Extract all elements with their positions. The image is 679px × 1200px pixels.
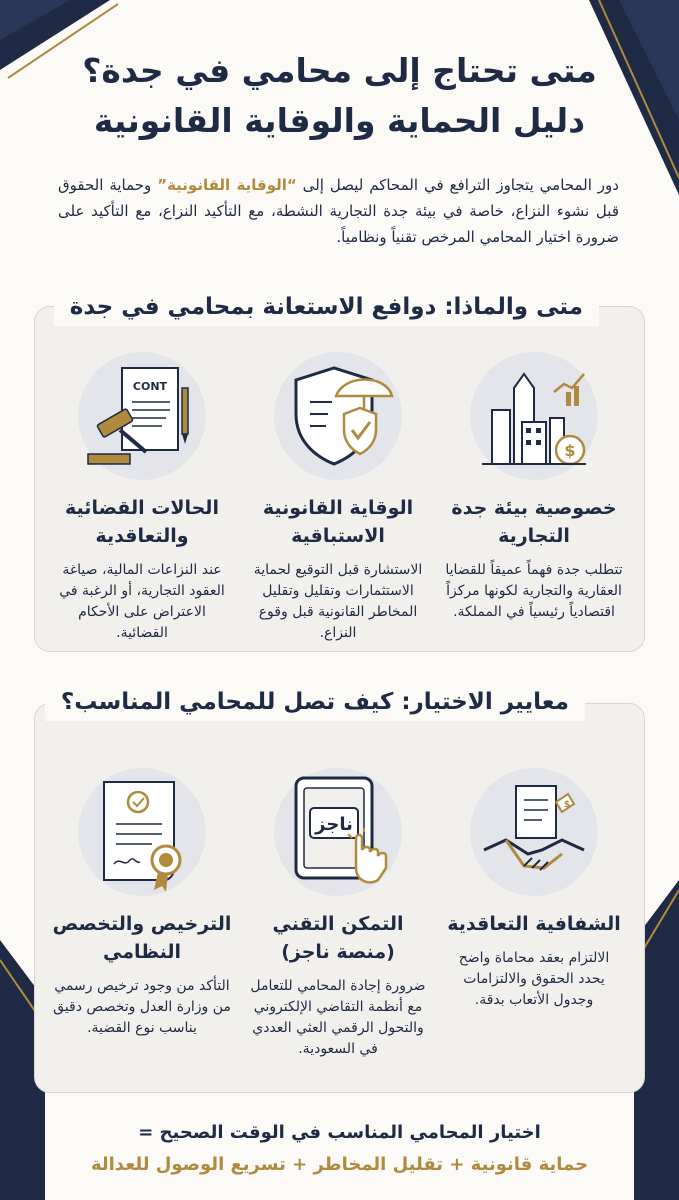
criteria-card-tech [243, 768, 433, 1060]
criteria-title-transparency: الشفافية التعاقدية [447, 913, 621, 935]
svg-text:$: $ [564, 441, 576, 460]
shield-umbrella-icon [274, 352, 402, 480]
tablet-label: ناجز [315, 814, 353, 835]
criteria-card-license [47, 768, 237, 1039]
reason-card-prevention [243, 352, 433, 644]
reason-text-prevention: الاستشارة قبل التوقيع لحماية الاستثمارات وتقليل وتقليل المخاطر القانونية قبل وقوع النزاع. [253, 562, 423, 641]
reason-title-prevention: الوقاية القانونية الاستباقية [262, 497, 414, 547]
criteria-text-tech: ضرورة إجادة المحامي للتعامل مع أنظمة التقاضي الإلكتروني والتحول الرقمي العثي العددي في السعودية. [250, 978, 426, 1057]
intro-paragraph [58, 172, 619, 250]
title-line-2: دليل الحماية والوقاية القانونية [93, 101, 586, 140]
title-line-1: متى تحتاج إلى محامي في جدة؟ [82, 51, 597, 90]
reason-text-cases: عند النزاعات المالية، صياغة العقود التجارية، أو الرغبة في الاعتراض على الأحكام القضائية. [59, 562, 225, 641]
reason-card-jeddah [439, 352, 629, 623]
reason-text-jeddah: تتطلب جدة فهماً عميقاً للقضايا العقارية والتجارية لكونها مركزاً اقتصادياً رئيسياً في المملكة. [445, 562, 623, 620]
criteria-title-license: الترخيص والتخصص النظامي [52, 913, 232, 963]
criteria-title-tech: التمكن التقني (منصة ناجز) [272, 913, 404, 963]
handshake-icon [470, 768, 598, 896]
svg-text:$: $ [563, 800, 571, 810]
license-certificate-icon [78, 768, 206, 896]
intro-highlight: “الوقاية القانونية” [157, 176, 297, 194]
tablet-najiz-icon [274, 768, 402, 896]
intro-text-start: دور المحامي يتجاوز الترافع في المحاكم ليصل إلى [296, 176, 619, 194]
jeddah-skyline-icon [470, 352, 598, 480]
footer-equation: اختيار المحامي المناسب في الوقت الصحيح = [138, 1122, 541, 1143]
reason-title-jeddah: خصوصية بيئة جدة التجارية [451, 497, 617, 547]
footer-result: حماية قانونية + تقليل المخاطر + تسريع الوصول للعدالة [90, 1154, 589, 1175]
criteria-card-transparency [439, 768, 629, 1011]
section-reasons-title: متى والماذا: دوافع الاستعانة بمحامي في جدة [54, 288, 599, 326]
criteria-text-license: التأكد من وجود ترخيص رسمي من وزارة العدل وتخصص دقيق يناسب نوع القضية. [53, 978, 231, 1036]
contract-label: CONT [132, 380, 168, 393]
reason-title-cases: الحالات القضائية والتعاقدية [65, 497, 219, 547]
reason-card-cases [47, 352, 237, 644]
gavel-contract-icon [78, 352, 206, 480]
section-criteria-title: معايير الاختيار: كيف تصل للمحامي المناسب؟ [45, 683, 585, 721]
intro-text-end: وحماية الحقوق قبل نشوء النزاع، خاصة في بيئة جدة التجارية النشطة، مع التأكيد النزاع، مع التأكيد على ضرورة اختيار المحامي المرخص تقنياً ونظامياً. [58, 176, 619, 246]
page-title [40, 46, 639, 146]
criteria-text-transparency: الالتزام بعقد محاماة واضح يحدد الحقوق والالتزامات وجدول الأتعاب بدقة. [458, 950, 610, 1008]
